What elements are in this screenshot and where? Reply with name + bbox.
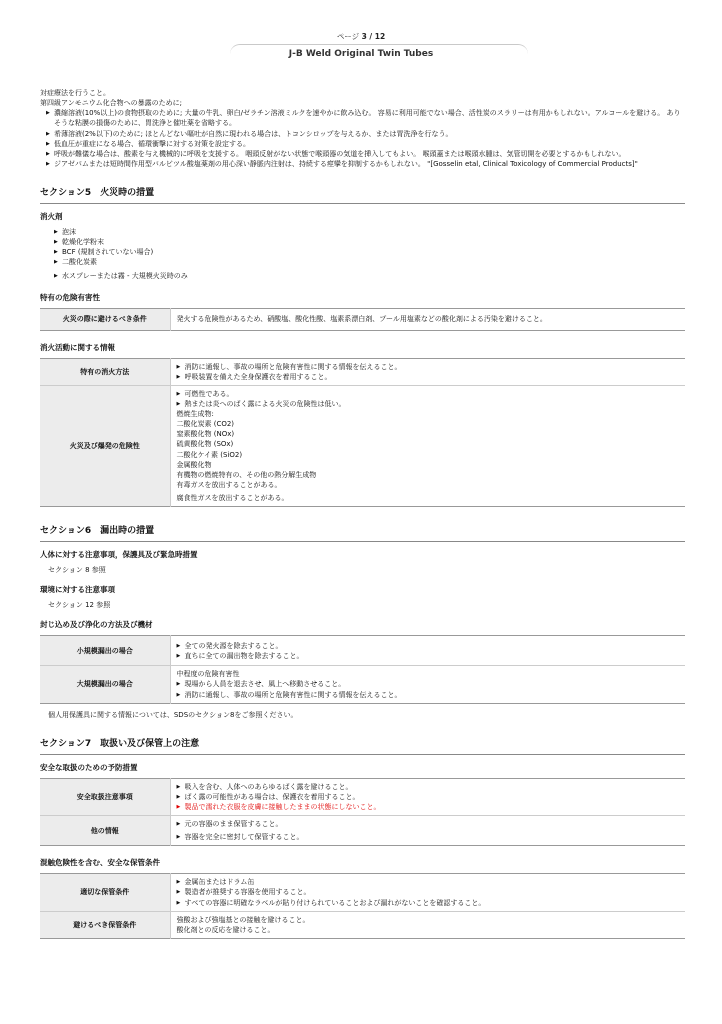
storage-title: 混触危険性を含む、安全な保管条件 <box>40 858 160 868</box>
page-number <box>0 32 722 43</box>
fire-line: 金属酸化物 <box>176 460 212 469</box>
table-value <box>170 911 685 938</box>
table-key: 他の情報 <box>40 816 170 846</box>
list-item: ▶ ばく露の可能性がある場合は、保護衣を着用すること。 <box>176 792 360 801</box>
bullet-icon: ▶ <box>176 793 181 800</box>
large-spill-head: 中程度の危険有害性 <box>176 670 240 679</box>
storage-table <box>40 873 685 939</box>
special-hazards-title: 特有の危険有害性 <box>40 292 100 302</box>
intro-line: 第四級アンモニウム化合物への暴露のために; <box>40 99 183 108</box>
bullet-icon: ▶ <box>176 400 181 407</box>
fire-line: 腐食性ガスを放出することがある。 <box>176 494 289 503</box>
bullet-icon: ▶ <box>176 899 181 906</box>
page-prefix: ページ <box>336 32 360 41</box>
special-hazards-table <box>40 308 685 331</box>
table-row <box>40 778 685 815</box>
list-item: ▶ 製造者が推奨する容器を使用すること。 <box>176 888 311 897</box>
list-item: ▶ 容器を完全に密封して保管すること。 <box>176 833 304 842</box>
table-value <box>170 778 685 815</box>
table-key: 特有の消火方法 <box>40 358 170 385</box>
list-item: ▶ 乾燥化学粉末 <box>54 238 104 247</box>
table-key: 適切な保管条件 <box>40 874 170 911</box>
section-5-title: セクション5 火災時の措置 <box>40 187 685 204</box>
list-item: ▶ 直ちに全ての漏出物を除去すること。 <box>176 651 304 660</box>
table-row <box>40 385 685 507</box>
bullet-icon: ▶ <box>54 239 58 246</box>
fire-line: 窒素酸化物 (NOx) <box>176 430 235 439</box>
intro-bullet: ▶ 低血圧が重症になる場合、循環衝撃に対する対策を設定する。 <box>46 139 250 148</box>
list-item: ▶ 可燃性である。 <box>176 389 234 398</box>
bullet-icon: ▶ <box>54 229 58 236</box>
fire-line: 二酸化ケイ素 (SiO2) <box>176 450 243 459</box>
bullet-icon: ▶ <box>176 373 181 380</box>
personal-precautions-text: セクション 8 参照 <box>48 566 106 575</box>
table-key: 大規模漏出の場合 <box>40 666 170 703</box>
bullet-icon: ▶ <box>46 140 50 147</box>
intro-bullet: ▶ 濃縮溶液(10%以上)の食物摂取のために; 大量の牛乳、卵白/ゼラチン溶液ミルクを速やかに飲み込む。 容易に利用可能でない場合、活性炭のスラリーは有用かもしれない。アルコールを避ける。 ありそうな粘膜の損傷のために、胃洗浄と催吐薬を省略する。 <box>46 109 681 128</box>
table-value <box>170 666 685 703</box>
table-row <box>40 666 685 703</box>
bullet-icon: ▶ <box>46 150 50 157</box>
bullet-icon: ▶ <box>176 691 181 698</box>
page-total: 12 <box>374 32 386 41</box>
table-value <box>170 874 685 911</box>
fire-line: 二酸化炭素 (CO2) <box>176 420 235 429</box>
intro-bullet: ▶ 呼吸が難儀な場合は、酸素を与え機械的に呼吸を支援する。 咽頭反射がない状態で喉頭器の気道を挿入してもよい。 喉頭蓋または喉頭水腫は、気管切開を必要とするかもしれない。 <box>46 149 626 158</box>
table-key: 火災及び爆発の危険性 <box>40 385 170 507</box>
list-item: ▶ 消防に通報し、事故の場所と危険有害性に関する情報を伝えること。 <box>176 690 402 699</box>
bullet-icon: ▶ <box>176 681 181 688</box>
fire-line: 有機物の燃焼特有の、その他の熱分解生成物 <box>176 470 317 479</box>
page-current: 3 <box>361 32 367 41</box>
list-item: ▶ 吸入を含む、人体へのあらゆるばく露を避けること。 <box>176 782 353 791</box>
section-7-title: セクション7 取扱い及び保管上の注意 <box>40 738 685 755</box>
table-row <box>40 874 685 911</box>
list-item: ▶ 金属缶またはドラム缶 <box>176 878 255 887</box>
intro-bullet: ▶ 希薄溶液(2%以下)のために; ほとんどない嘔吐が自然に現われる場合は、トコンシロップを与えるか、または胃洗浄を行なう。 <box>46 129 453 138</box>
list-item: ▶ 二酸化炭素 <box>54 258 97 267</box>
bullet-icon: ▶ <box>46 130 50 137</box>
fire-line: 燃焼生成物: <box>176 410 214 419</box>
extinguisher-list <box>40 227 685 281</box>
page-header <box>0 0 722 70</box>
list-item: ▶ 呼吸装置を備えた全身保護衣を着用すること。 <box>176 372 332 381</box>
page-separator: / <box>366 32 375 41</box>
bullet-icon: ▶ <box>46 160 50 167</box>
table-row <box>40 308 685 330</box>
firefighting-table <box>40 358 685 508</box>
table-value <box>170 358 685 385</box>
ppe-note: 個人用保護具に関する情報については、SDSのセクション8をご参照ください。 <box>48 710 298 719</box>
table-key: 小規模漏出の場合 <box>40 636 170 666</box>
intro-bullet: ▶ ジアゼパムまたは短時間作用型バルビツル酸塩薬剤の用心深い静脈内注射は、持続する痙攣を抑制するかもしれない。 "[Gosselin etal, Clinical Toxicology of Commercial Products]" <box>46 159 638 168</box>
bullet-icon: ▶ <box>176 834 181 841</box>
bullet-icon: ▶ <box>176 783 181 790</box>
environment-text: セクション 12 参照 <box>48 601 111 610</box>
bullet-icon: ▶ <box>176 642 181 649</box>
fire-line: 有毒ガスを放出することがある。 <box>176 481 282 490</box>
table-value <box>170 385 685 507</box>
bullet-icon: ▶ <box>46 110 50 117</box>
list-item: ▶ 消防に通報し、事故の場所と危険有害性に関する情報を伝えること。 <box>176 362 402 371</box>
table-key: 火災の際に避けるべき条件 <box>40 308 170 330</box>
containment-table <box>40 635 685 703</box>
extinguisher-title: 消火剤 <box>40 212 63 222</box>
bullet-icon: ▶ <box>54 272 58 279</box>
warning-item: ▶ 製品で濡れた衣服を皮膚に接触したままの状態にしないこと。 <box>176 803 381 812</box>
table-value <box>170 636 685 666</box>
table-key: 避けるべき保管条件 <box>40 911 170 938</box>
section-6-title: セクション6 漏出時の措置 <box>40 525 685 542</box>
bullet-icon: ▶ <box>176 821 181 828</box>
bullet-icon: ▶ <box>176 804 181 811</box>
table-row <box>40 636 685 666</box>
list-item: ▶ 現場から人員を退去させ、風上へ移動させること。 <box>176 680 346 689</box>
avoid-line: 酸化剤との反応を避けること。 <box>176 925 275 934</box>
table-row <box>40 358 685 385</box>
personal-precautions-title: 人体に対する注意事項，保護具及び緊急時措置 <box>40 550 198 560</box>
safe-handling-title: 安全な取扱のための予防措置 <box>40 762 138 772</box>
intro-line: 対症療法を行うこと。 <box>40 89 110 97</box>
firefighting-title: 消火活動に関する情報 <box>40 342 115 352</box>
list-item: ▶ BCF (規制されていない場合) <box>54 248 154 257</box>
bullet-icon: ▶ <box>54 249 58 256</box>
bullet-icon: ▶ <box>176 363 181 370</box>
bullet-icon: ▶ <box>54 259 58 266</box>
bullet-icon: ▶ <box>176 889 181 896</box>
avoid-line: 強酸および強塩基との接触を避けること。 <box>176 915 310 924</box>
list-item: ▶ 全ての発火源を除去すること。 <box>176 641 283 650</box>
list-item: ▶ 泡沫 <box>54 228 76 237</box>
list-item: ▶ 元の容器のまま保管すること。 <box>176 820 283 829</box>
bullet-icon: ▶ <box>176 390 181 397</box>
table-row <box>40 911 685 938</box>
table-key: 安全取扱注意事項 <box>40 778 170 815</box>
list-item: ▶ すべての容器に明確なラベルが貼り付けられていることおよび漏れがないことを確認すること。 <box>176 898 486 907</box>
table-row <box>40 816 685 846</box>
table-value <box>170 816 685 846</box>
bullet-icon: ▶ <box>176 879 181 886</box>
fire-line: 硫黄酸化物 (SOx) <box>176 440 234 449</box>
list-item: ▶ 水スプレーまたは霧 - 大規模火災時のみ <box>54 271 188 280</box>
containment-title: 封じ込め及び浄化の方法及び機材 <box>40 620 153 630</box>
table-value: 発火する危険性があるため、硝酸塩、酸化性酸、塩素系漂白剤、プール用塩素などの酸化剤による汚染を避けること。 <box>170 308 685 330</box>
bullet-icon: ▶ <box>176 652 181 659</box>
document-body <box>40 88 685 939</box>
safe-handling-table <box>40 778 685 847</box>
document-title: J-B Weld Original Twin Tubes <box>288 49 434 59</box>
environment-title: 環境に対する注意事項 <box>40 585 115 595</box>
list-item: ▶ 熱または炎へのばく露による火災の危険性は低い。 <box>176 399 346 408</box>
